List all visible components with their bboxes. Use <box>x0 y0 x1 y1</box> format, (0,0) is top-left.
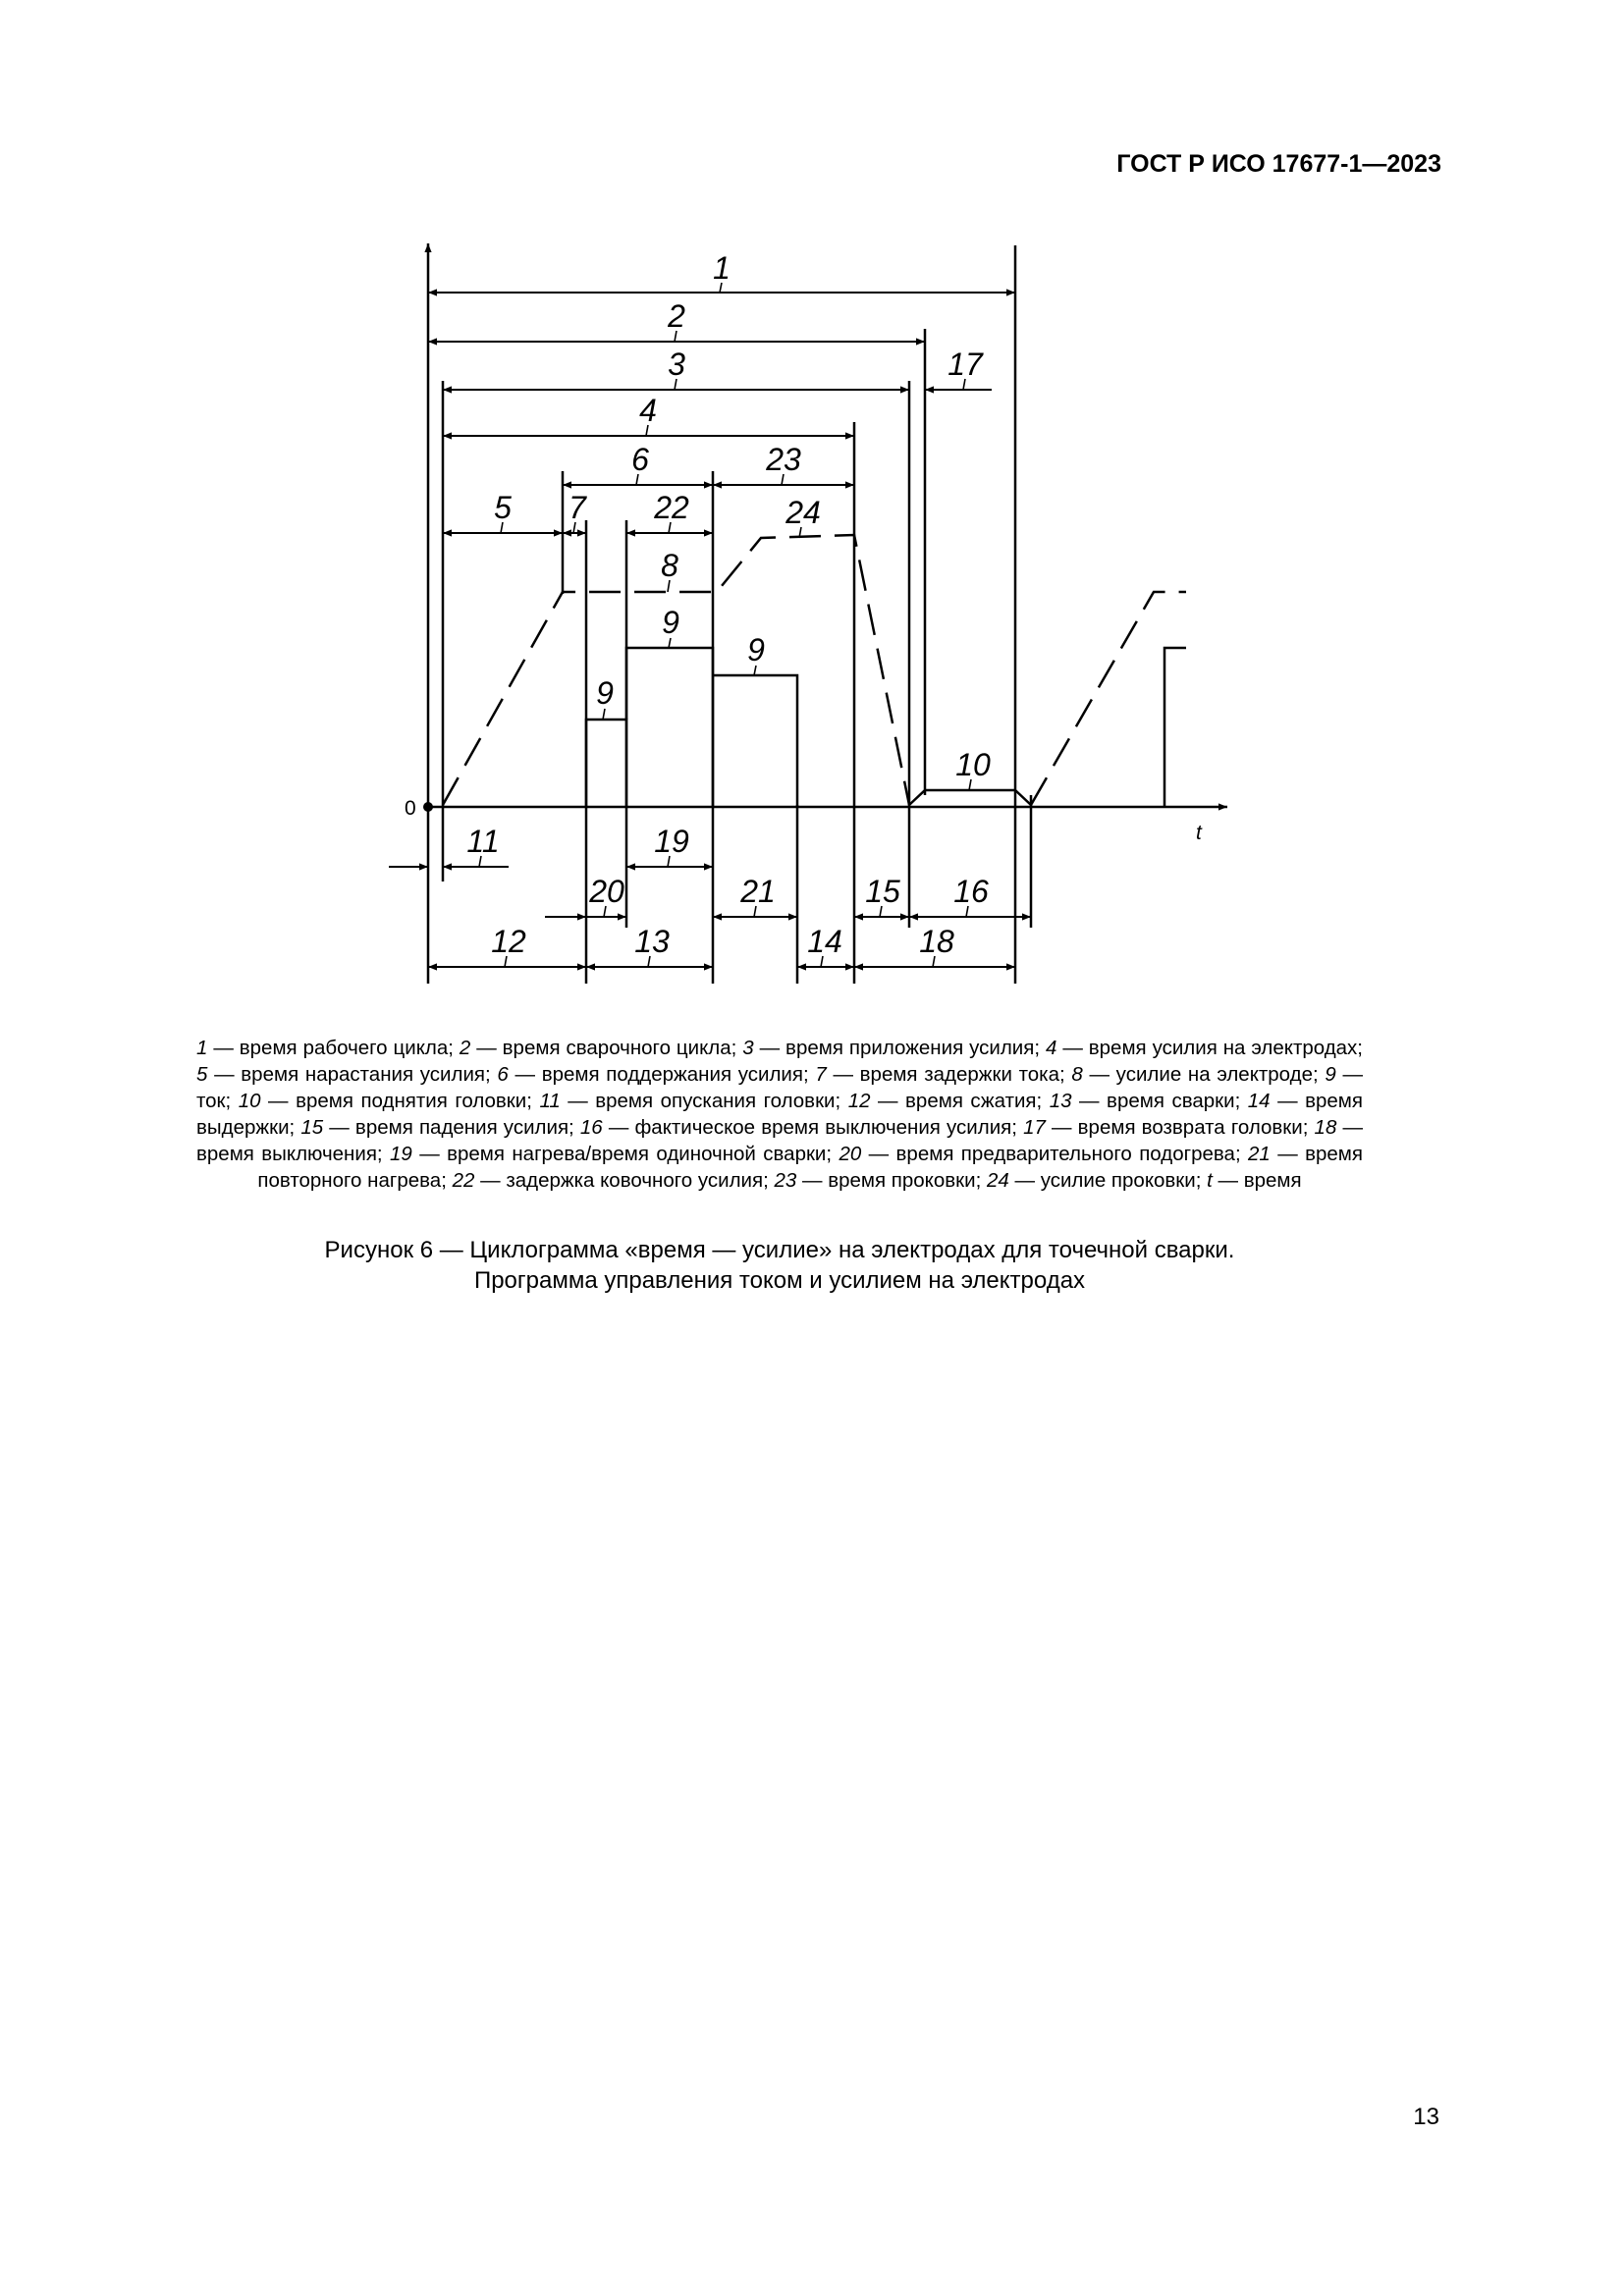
legend-item-text: — время <box>1212 1169 1302 1192</box>
legend-item-number: 1 <box>196 1037 208 1059</box>
legend-item-number: 6 <box>497 1063 509 1086</box>
legend-item-number: 22 <box>452 1169 475 1192</box>
legend-item <box>1050 1090 1248 1112</box>
legend-item-number: 4 <box>1045 1037 1057 1059</box>
legend-item-number: 8 <box>1071 1063 1083 1086</box>
legend-item <box>1023 1116 1314 1139</box>
label-18: 18 <box>919 924 954 959</box>
label-16: 16 <box>953 874 989 909</box>
label-22: 22 <box>654 490 689 525</box>
legend-item <box>580 1116 1023 1139</box>
legend-item <box>774 1169 987 1192</box>
label-6: 6 <box>631 442 649 477</box>
legend-item <box>196 1037 460 1059</box>
legend-item-number: 16 <box>579 1116 603 1139</box>
legend-item <box>539 1090 847 1112</box>
legend-item-number: 19 <box>390 1143 412 1165</box>
label-9-weld: 9 <box>662 605 679 640</box>
origin-label: 0 <box>405 797 416 820</box>
legend-item <box>987 1169 1207 1192</box>
legend-item-number: t <box>1207 1169 1213 1192</box>
legend-item-text: — время нарастания усилия; <box>207 1063 498 1086</box>
legend-item-text: — время сжатия; <box>870 1090 1050 1112</box>
label-23: 23 <box>766 442 801 477</box>
legend-item-text: — время приложения усилия; <box>753 1037 1046 1059</box>
legend-item-number: 21 <box>1248 1143 1271 1165</box>
legend-item <box>1207 1169 1301 1192</box>
legend-item-number: 20 <box>839 1143 862 1165</box>
label-7: 7 <box>568 490 586 525</box>
legend-item-text: — задержка ковочного усилия; <box>474 1169 775 1192</box>
legend-item-number: 24 <box>986 1169 1009 1192</box>
label-11: 11 <box>466 824 500 859</box>
legend-item <box>239 1090 540 1112</box>
legend-item-number: 15 <box>300 1116 324 1139</box>
legend-item <box>848 1090 1050 1112</box>
legend-item <box>390 1143 839 1165</box>
legend-item-text: — время падения усилия; <box>323 1116 580 1139</box>
force-time-cyclogram <box>0 0 1624 1011</box>
legend-item-number: 23 <box>774 1169 797 1192</box>
legend-item-number: 13 <box>1049 1090 1072 1112</box>
legend-item-text: — усилие на электроде; <box>1082 1063 1326 1086</box>
page-number: 13 <box>1413 2104 1439 2130</box>
label-2: 2 <box>668 298 685 334</box>
legend-item-text: — время сварочного цикла; <box>470 1037 743 1059</box>
caption-line-1: Рисунок 6 — Циклограмма «время — усилие» на электродах для точечной сварки. <box>324 1237 1235 1263</box>
legend-item-number: 14 <box>1247 1090 1271 1112</box>
label-10: 10 <box>955 747 991 782</box>
legend-item-number: 2 <box>459 1037 471 1059</box>
legend-item <box>497 1063 815 1086</box>
legend-item-text: — ток; <box>196 1063 1363 1112</box>
legend-item-text: — усилие проковки; <box>1008 1169 1208 1192</box>
force-curve-next <box>1031 592 1186 805</box>
legend-item-text: — время выдержки; <box>196 1090 1363 1139</box>
origin-point <box>423 802 433 812</box>
current-pulse-next <box>1164 648 1186 807</box>
legend-item <box>453 1169 775 1192</box>
label-4: 4 <box>639 393 657 428</box>
time-axis-label: t <box>1196 822 1202 844</box>
caption-line-2: Программа управления током и усилием на электродах <box>473 1267 1086 1294</box>
figure-caption <box>196 1235 1363 1296</box>
legend-item-number: 9 <box>1325 1063 1336 1086</box>
legend-item-text: — время предварительного подогрева; <box>861 1143 1249 1165</box>
legend-item <box>1046 1037 1363 1059</box>
label-15: 15 <box>865 874 900 909</box>
legend-item-text: — время проковки; <box>796 1169 987 1192</box>
label-12: 12 <box>491 924 526 959</box>
current-pulse-weld <box>626 648 713 807</box>
legend-item-number: 7 <box>815 1063 827 1086</box>
legend-item-text: — время рабочего цикла; <box>207 1037 460 1059</box>
current-pulse-preheat <box>586 720 626 807</box>
label-24: 24 <box>785 495 821 530</box>
legend-item-text: — время поднятия головки; <box>260 1090 540 1112</box>
legend-item <box>460 1037 742 1059</box>
label-8: 8 <box>661 548 678 583</box>
label-17: 17 <box>947 347 983 382</box>
legend-item-text: — время поддержания усилия; <box>508 1063 816 1086</box>
label-21: 21 <box>740 874 776 909</box>
document-code: ГОСТ Р ИСО 17677-1—2023 <box>1116 150 1441 178</box>
legend-item-number: 17 <box>1023 1116 1046 1139</box>
legend-item-text: — время усилия на электродах; <box>1056 1037 1364 1059</box>
legend-item-text: — время задержки тока; <box>826 1063 1072 1086</box>
legend-item-text: — время нагрева/время одиночной сварки; <box>411 1143 839 1165</box>
label-14: 14 <box>807 924 842 959</box>
legend-item-text: — время повторного нагрева; <box>257 1143 1363 1192</box>
label-9-postheat: 9 <box>747 632 765 667</box>
legend-item <box>1071 1063 1325 1086</box>
legend-item-number: 3 <box>742 1037 754 1059</box>
label-5: 5 <box>494 490 512 525</box>
legend-item-number: 5 <box>196 1063 208 1086</box>
figure-legend <box>196 1035 1363 1194</box>
legend-item-text: — время опускания головки; <box>560 1090 848 1112</box>
legend-item <box>300 1116 580 1139</box>
label-9-preheat: 9 <box>596 675 614 711</box>
head-lift-curve <box>909 790 1031 805</box>
legend-item-number: 11 <box>539 1090 561 1112</box>
legend-item-text: — фактическое время выключения усилия; <box>602 1116 1024 1139</box>
current-pulse-postheat <box>713 675 797 807</box>
legend-item-number: 12 <box>847 1090 871 1112</box>
label-20: 20 <box>589 874 624 909</box>
legend-item <box>839 1143 1248 1165</box>
label-1: 1 <box>713 250 731 286</box>
label-3: 3 <box>668 347 685 382</box>
legend-item <box>196 1063 497 1086</box>
legend-item-number: 10 <box>238 1090 261 1112</box>
legend-item <box>815 1063 1071 1086</box>
legend-item-text: — время сварки; <box>1071 1090 1248 1112</box>
legend-item-text: — время выключения; <box>196 1116 1363 1165</box>
label-19: 19 <box>654 824 689 859</box>
legend-item <box>742 1037 1046 1059</box>
legend-item-text: — время возврата головки; <box>1045 1116 1315 1139</box>
label-13: 13 <box>634 924 670 959</box>
legend-item-number: 18 <box>1314 1116 1337 1139</box>
